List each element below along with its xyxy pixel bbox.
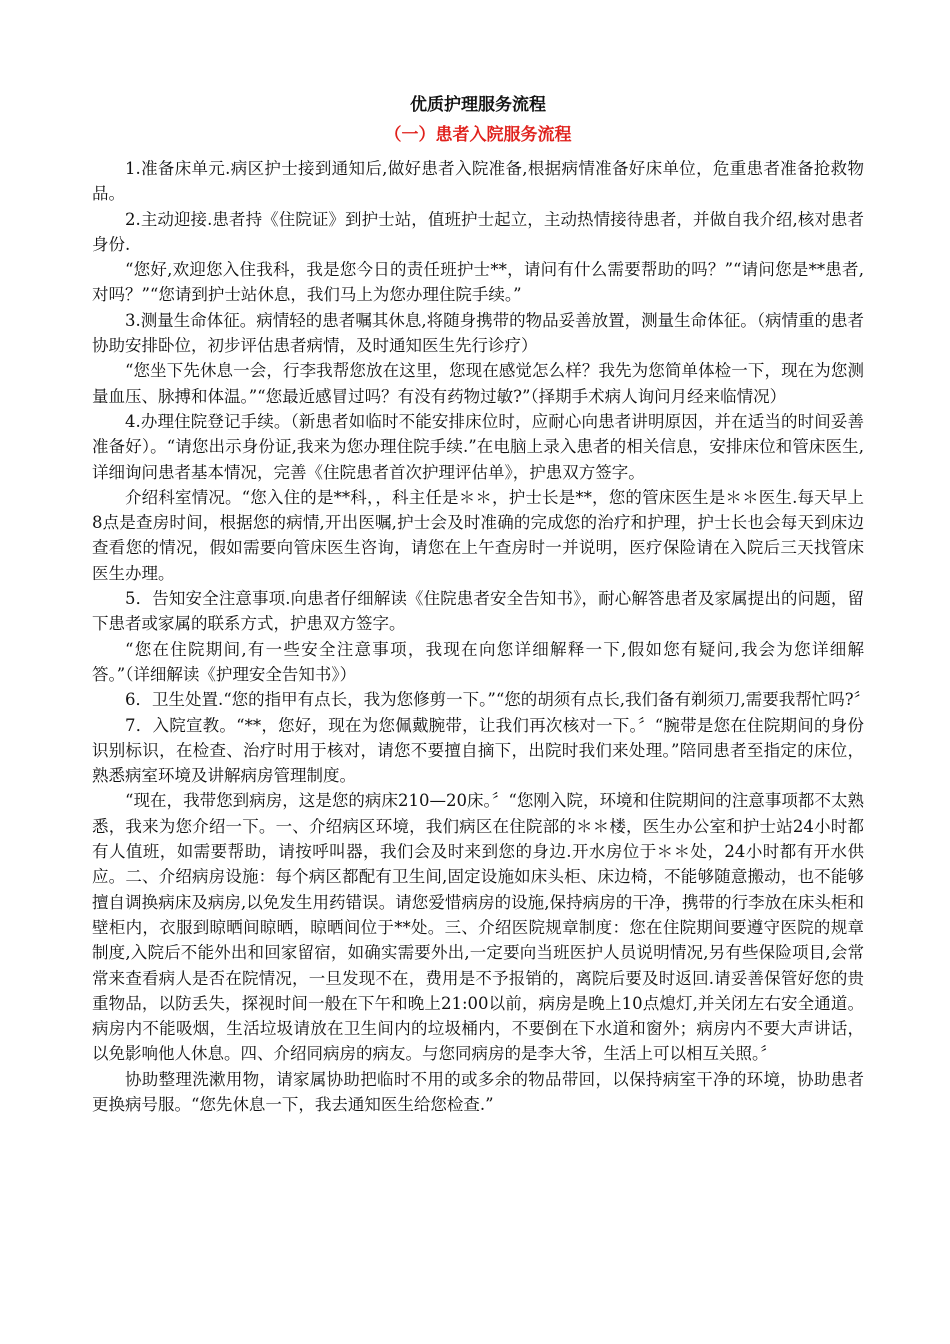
paragraph-vital-signs-dialogue: “您坐下先休息一会，行李我帮您放在这里，您现在感觉怎么样？我先为您简单体检一下，现在为您测量血压、脉搏和体温。”“您最近感冒过吗？有没有药物过敏?”（择期手术病人询问月经来临情况） xyxy=(92,361,864,406)
section-heading: （一）患者入院服务流程 xyxy=(384,125,572,145)
paragraph-safety-dialogue: “您在住院期间,有一些安全注意事项，我现在向您详细解释一下,假如您有疑问,我会为您详细解答。”（详细解读《护理安全告知书》） xyxy=(92,639,864,684)
document-title: 优质护理服务流程 xyxy=(410,95,546,115)
paragraph-hygiene: 6．卫生处置.“您的指甲有点长，我为您修剪一下。”“您的胡须有点长,我们备有剃须刀,需要我帮忙吗?〞 xyxy=(125,690,871,710)
paragraph-greeting-dialogue: “您好,欢迎您入住我科，我是您今日的责任班护士**，请问有什么需要帮助的吗？”“请问您是**患者,对吗？”“您请到护士站休息，我们马上为您办理住院手续。” xyxy=(92,260,864,305)
document-page xyxy=(92,92,871,1117)
paragraph-ward-introduction: “现在，我带您到病房，这是您的病床210—20床。〞“您刚入院，环境和住院期间的注意事项都不太熟悉，我来为您介绍一下。一、介绍病区环境，我们病区在住院部的＊＊楼，医生办公室和护士站24小时都有人值班，如需要帮助，请按呼叫器，我们会及时来到您的身边.开水房位于＊＊处，24小时都有开水供应。二、介绍病房设施：每个病区都配有卫生间,固定设施如床头柜、床边椅，不能够随意搬动，也不能够擅自调换病床及病房,以免发生用药错误。请您爱惜病房的设施,保持病房的干净，携带的行李放在床头柜和壁柜内，衣服到晾晒间晾晒，晾晒间位于**处。三、介绍医院规章制度：您在住院期间要遵守医院的规章制度,入院后不能外出和回家留宿，如确实需要外出,一定要向当班医护人员说明情况,另有些保险项目,会常常来查看病人是否在院情况，一旦发现不在，费用是不予报销的，离院后要及时返回.请妥善保管好您的贵重物品，以防丢失，探视时间一般在下午和晚上21:00以前，病房是晚上10点熄灯,并关闭左右安全通道。病房内不能吸烟，生活垃圾请放在卫生间内的垃圾桶内，不要倒在下水道和窗外；病房内不要大声讲话，以免影响他人休息。四、介绍同病房的病友。与您同病房的是李大爷，生活上可以相互关照。〞 xyxy=(92,791,864,1064)
paragraph-safety-notice: 5．告知安全注意事项.向患者仔细解读《住院患者安全告知书》，耐心解答患者及家属提出的问题，留下患者或家属的联系方式，护患双方签字。 xyxy=(92,589,864,634)
paragraph-admission-education: 7．入院宣教。“**，您好，现在为您佩戴腕带，让我们再次核对一下。〞“腕带是您在住院期间的身份识别标识，在检查、治疗时用于核对，请您不要擅自摘下，出院时我们来处理。”陪同患者至指定的床位，熟悉病室环境及讲解病房管理制度。 xyxy=(92,715,864,786)
paragraph-department-intro: 介绍科室情况。“您入住的是**科，，科主任是＊＊，护士长是**，您的管床医生是＊＊医生.每天早上8点是查房时间，根据您的病情,开出医嘱,护士会及时准确的完成您的治疗和护理，护士长也会每天到床边查看您的情况，假如需要向管床医生咨询，请您在上午查房时一并说明，医疗保险请在入院后三天找管床医生办理。 xyxy=(92,487,864,583)
paragraph-belongings: 协助整理洗漱用物，请家属协助把临时不用的或多余的物品带回，以保持病室干净的环境，协助患者更换病号服。“您先休息一下，我去通知医生给您检查.” xyxy=(92,1069,864,1114)
paragraph-vital-signs: 3.测量生命体征。病情轻的患者嘱其休息,将随身携带的物品妥善放置，测量生命体征。（病情重的患者协助安排卧位，初步评估患者病情，及时通知医生先行诊疗） xyxy=(92,310,864,356)
paragraph-prepare-bed: 1.准备床单元.病区护士接到通知后,做好患者入院准备,根据病情准备好床单位，危重患者准备抢救物品。 xyxy=(92,159,864,204)
paragraph-greet-patient: 2.主动迎接.患者持《住院证》到护士站，值班护士起立，主动热情接待患者，并做自我介绍,核对患者身份. xyxy=(92,209,864,254)
paragraph-registration: 4.办理住院登记手续。（新患者如临时不能安排床位时，应耐心向患者讲明原因，并在适当的时间妥善准备好）。“请您出示身份证,我来为您办理住院手续.”在电脑上录入患者的相关信息，安排床位和管床医生,详细询问患者基本情况，完善《住院患者首次护理评估单》，护患双方签字。 xyxy=(92,411,864,482)
